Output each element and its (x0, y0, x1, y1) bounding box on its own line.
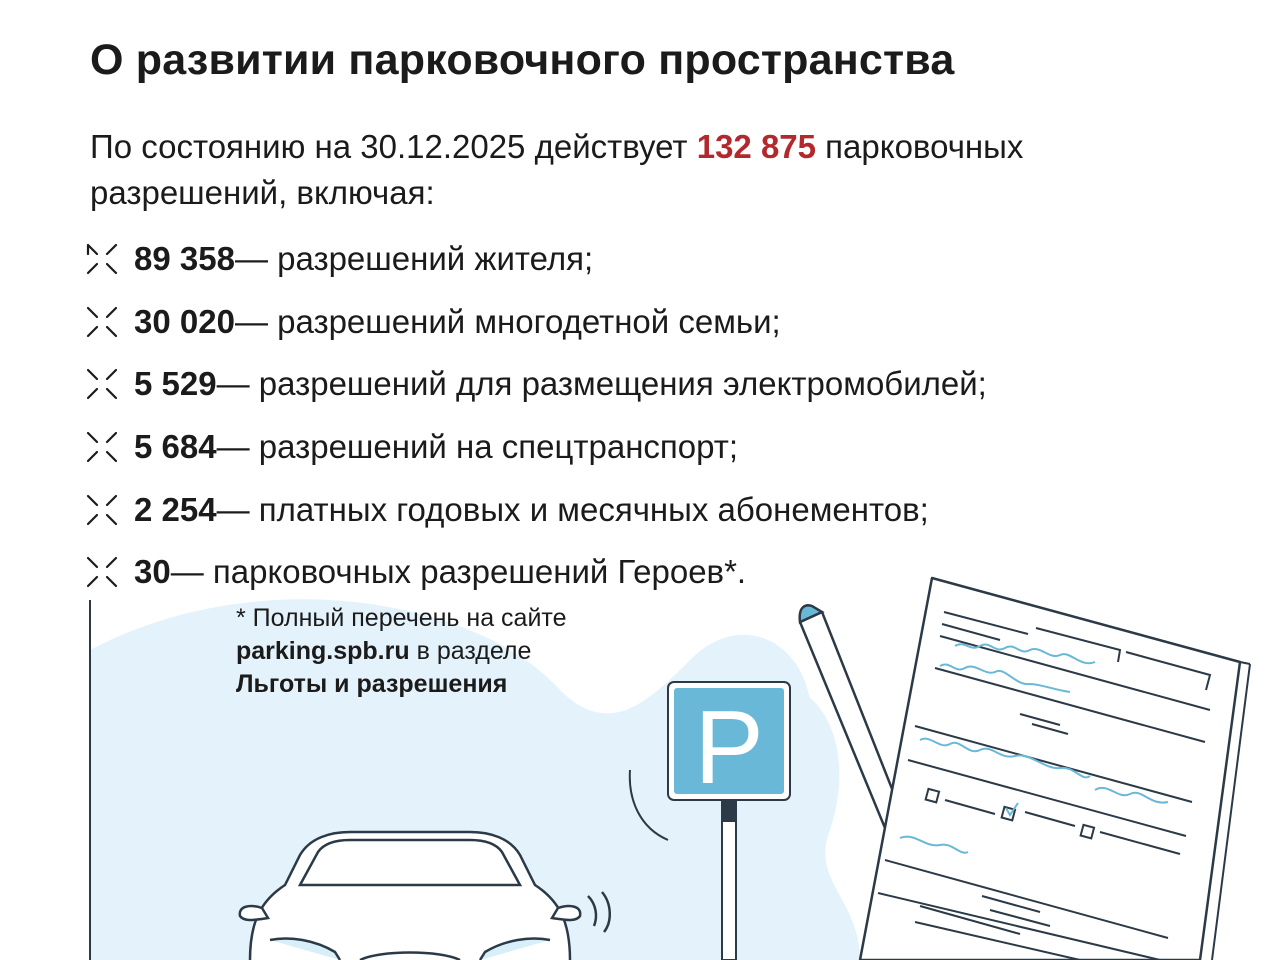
list-item (84, 228, 987, 291)
permits-list (84, 228, 987, 604)
corner-brackets-icon (84, 492, 120, 528)
footnote-section-name: Льготы и разрешения (236, 670, 508, 698)
corner-brackets-icon (84, 366, 120, 402)
website-link[interactable]: parking.spb.ru (236, 637, 410, 665)
corner-brackets-icon (84, 241, 120, 277)
list-item-text: — разрешений на спецтранспорт; (216, 428, 739, 466)
list-item-text: — платных годовых и месячных абонементов; (216, 490, 929, 528)
list-item (84, 541, 987, 604)
corner-brackets-icon (84, 554, 120, 590)
list-item-value: 5 684 (134, 428, 217, 466)
page-title: О развитии парковочного пространства (90, 36, 955, 84)
intro-prefix: По состоянию на 30.12.2025 действует (90, 128, 697, 165)
list-item-text: — парковочных разрешений Героев*. (170, 553, 747, 591)
permit-document-icon (860, 578, 1250, 960)
list-item (84, 416, 987, 479)
list-item-value: 89 358 (134, 240, 235, 278)
list-item (84, 353, 987, 416)
list-item-text: — разрешений жителя; (234, 240, 594, 278)
corner-brackets-icon (84, 429, 120, 465)
list-item-text: — разрешений для размещения электромобилей; (216, 365, 987, 403)
list-item-text: — разрешений многодетной семьи; (234, 302, 781, 340)
intro-text (90, 124, 1210, 216)
parking-sign-letter: P (694, 690, 764, 806)
list-item (84, 291, 987, 354)
list-item (84, 478, 987, 541)
footnote-line-2: в разделе (409, 637, 532, 665)
total-permits-count: 132 875 (696, 128, 817, 165)
intro-suffix: парковочных разрешений, включая: (90, 128, 1024, 211)
list-item-value: 5 529 (134, 365, 217, 403)
list-item-value: 30 020 (134, 302, 235, 340)
footnote-line-1: * Полный перечень на сайте (236, 604, 567, 632)
corner-brackets-icon (84, 304, 120, 340)
footnote (236, 602, 676, 701)
list-item-value: 30 (134, 553, 171, 591)
list-item-value: 2 254 (134, 490, 217, 528)
